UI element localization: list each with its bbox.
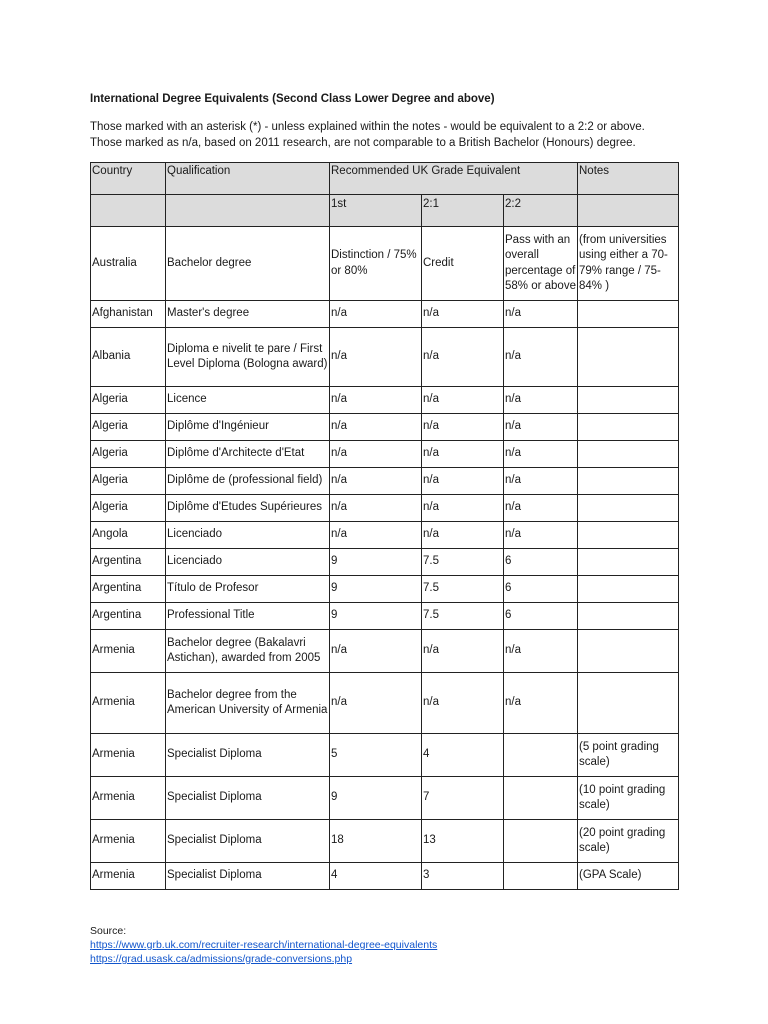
- cell-notes: [578, 673, 679, 734]
- cell-lower: n/a: [504, 495, 578, 522]
- cell-qualification: Bachelor degree (Bakalavri Astichan), awarded from 2005: [166, 630, 330, 673]
- cell-lower: 6: [504, 549, 578, 576]
- cell-qualification: Diplôme d'Etudes Supérieures: [166, 495, 330, 522]
- cell-upper: n/a: [422, 522, 504, 549]
- cell-country: Algeria: [91, 387, 166, 414]
- subheader-lower-second: 2:2: [504, 195, 578, 227]
- document-title: International Degree Equivalents (Second Class Lower Degree and above): [90, 93, 495, 105]
- table-row: [91, 820, 679, 863]
- cell-lower: n/a: [504, 441, 578, 468]
- cell-lower: n/a: [504, 630, 578, 673]
- cell-first: n/a: [330, 301, 422, 328]
- cell-upper: 13: [422, 820, 504, 863]
- cell-country: Algeria: [91, 468, 166, 495]
- cell-country: Armenia: [91, 863, 166, 890]
- cell-lower: Pass with an overall percentage of 58% or above: [504, 227, 578, 301]
- cell-country: Algeria: [91, 414, 166, 441]
- cell-qualification: Specialist Diploma: [166, 734, 330, 777]
- cell-notes: [578, 387, 679, 414]
- table-row: [91, 522, 679, 549]
- table-row: [91, 301, 679, 328]
- cell-qualification: Bachelor degree from the American University of Armenia: [166, 673, 330, 734]
- table-row: [91, 603, 679, 630]
- intro-line-na: Those marked as n/a, based on 2011 research, are not comparable to a British Bachelor (Honours) degree.: [90, 137, 636, 149]
- cell-country: Algeria: [91, 441, 166, 468]
- table-row: [91, 328, 679, 387]
- cell-notes: [578, 468, 679, 495]
- cell-country: Armenia: [91, 820, 166, 863]
- cell-qualification: Título de Profesor: [166, 576, 330, 603]
- table-row: [91, 468, 679, 495]
- cell-qualification: Specialist Diploma: [166, 863, 330, 890]
- table-row: [91, 777, 679, 820]
- cell-notes: [578, 301, 679, 328]
- cell-country: Albania: [91, 328, 166, 387]
- cell-qualification: Diplôme d'Architecte d'Etat: [166, 441, 330, 468]
- cell-notes: (from universities using either a 70-79% range / 75-84% ): [578, 227, 679, 301]
- subheader-upper-second: 2:1: [422, 195, 504, 227]
- cell-upper: n/a: [422, 630, 504, 673]
- cell-first: 4: [330, 863, 422, 890]
- cell-country: Algeria: [91, 495, 166, 522]
- degree-equivalents-table: [90, 162, 679, 890]
- cell-country: Argentina: [91, 549, 166, 576]
- cell-qualification: Bachelor degree: [166, 227, 330, 301]
- cell-upper: 4: [422, 734, 504, 777]
- cell-lower: n/a: [504, 328, 578, 387]
- cell-first: 9: [330, 576, 422, 603]
- cell-first: 9: [330, 603, 422, 630]
- cell-country: Argentina: [91, 576, 166, 603]
- cell-upper: 7: [422, 777, 504, 820]
- cell-first: n/a: [330, 441, 422, 468]
- cell-lower: [504, 820, 578, 863]
- cell-upper: Credit: [422, 227, 504, 301]
- header-notes: Notes: [578, 163, 679, 195]
- cell-country: Afghanistan: [91, 301, 166, 328]
- table-row: [91, 863, 679, 890]
- cell-upper: n/a: [422, 387, 504, 414]
- table-row: [91, 414, 679, 441]
- cell-country: Angola: [91, 522, 166, 549]
- table-row: [91, 630, 679, 673]
- cell-qualification: Diplôme d'Ingénieur: [166, 414, 330, 441]
- cell-notes: [578, 495, 679, 522]
- cell-notes: (5 point grading scale): [578, 734, 679, 777]
- subheader-blank-qualification: [166, 195, 330, 227]
- cell-notes: (GPA Scale): [578, 863, 679, 890]
- cell-lower: 6: [504, 576, 578, 603]
- subheader-first: 1st: [330, 195, 422, 227]
- cell-country: Armenia: [91, 630, 166, 673]
- table-row: [91, 673, 679, 734]
- cell-lower: [504, 863, 578, 890]
- cell-upper: n/a: [422, 441, 504, 468]
- cell-upper: 3: [422, 863, 504, 890]
- source-link-grb[interactable]: https://www.grb.uk.com/recruiter-research/international-degree-equivalents: [90, 939, 438, 951]
- cell-upper: n/a: [422, 414, 504, 441]
- cell-upper: n/a: [422, 301, 504, 328]
- cell-lower: n/a: [504, 414, 578, 441]
- source-section: [90, 924, 437, 966]
- cell-lower: n/a: [504, 301, 578, 328]
- cell-notes: [578, 441, 679, 468]
- subheader-blank-notes: [578, 195, 679, 227]
- cell-qualification: Licence: [166, 387, 330, 414]
- cell-first: n/a: [330, 522, 422, 549]
- cell-notes: [578, 522, 679, 549]
- cell-lower: n/a: [504, 673, 578, 734]
- cell-first: 18: [330, 820, 422, 863]
- intro-line-asterisk: Those marked with an asterisk (*) - unless explained within the notes - would be equivalent to a 2:2 or above.: [90, 121, 645, 133]
- table-header-row: [91, 163, 679, 195]
- cell-upper: n/a: [422, 495, 504, 522]
- cell-first: n/a: [330, 387, 422, 414]
- cell-country: Armenia: [91, 777, 166, 820]
- cell-notes: [578, 549, 679, 576]
- cell-first: 9: [330, 777, 422, 820]
- cell-lower: n/a: [504, 522, 578, 549]
- cell-upper: 7.5: [422, 576, 504, 603]
- cell-first: n/a: [330, 673, 422, 734]
- cell-upper: 7.5: [422, 603, 504, 630]
- cell-country: Armenia: [91, 673, 166, 734]
- cell-notes: (20 point grading scale): [578, 820, 679, 863]
- cell-first: 5: [330, 734, 422, 777]
- cell-upper: n/a: [422, 468, 504, 495]
- header-country: Country: [91, 163, 166, 195]
- cell-qualification: Specialist Diploma: [166, 777, 330, 820]
- cell-upper: 7.5: [422, 549, 504, 576]
- cell-first: Distinction / 75% or 80%: [330, 227, 422, 301]
- cell-lower: [504, 734, 578, 777]
- table-body: [91, 227, 679, 890]
- cell-first: n/a: [330, 630, 422, 673]
- cell-qualification: Diplôme de (professional field): [166, 468, 330, 495]
- table-row: [91, 227, 679, 301]
- cell-qualification: Professional Title: [166, 603, 330, 630]
- cell-qualification: Specialist Diploma: [166, 820, 330, 863]
- source-link-usask[interactable]: https://grad.usask.ca/admissions/grade-conversions.php: [90, 953, 353, 965]
- cell-country: Armenia: [91, 734, 166, 777]
- cell-notes: [578, 414, 679, 441]
- cell-qualification: Master's degree: [166, 301, 330, 328]
- intro-text: [90, 119, 690, 151]
- cell-country: Australia: [91, 227, 166, 301]
- cell-qualification: Licenciado: [166, 549, 330, 576]
- header-qualification: Qualification: [166, 163, 330, 195]
- source-label: Source:: [90, 925, 127, 937]
- table-row: [91, 549, 679, 576]
- table-row: [91, 441, 679, 468]
- cell-notes: (10 point grading scale): [578, 777, 679, 820]
- cell-first: n/a: [330, 468, 422, 495]
- cell-notes: [578, 630, 679, 673]
- cell-notes: [578, 603, 679, 630]
- cell-lower: n/a: [504, 468, 578, 495]
- cell-first: n/a: [330, 495, 422, 522]
- cell-upper: n/a: [422, 673, 504, 734]
- cell-lower: n/a: [504, 387, 578, 414]
- cell-first: 9: [330, 549, 422, 576]
- header-grade-equivalent: Recommended UK Grade Equivalent: [330, 163, 578, 195]
- table-row: [91, 576, 679, 603]
- cell-notes: [578, 328, 679, 387]
- cell-first: n/a: [330, 328, 422, 387]
- cell-qualification: Licenciado: [166, 522, 330, 549]
- subheader-blank-country: [91, 195, 166, 227]
- table-row: [91, 495, 679, 522]
- table-row: [91, 734, 679, 777]
- cell-notes: [578, 576, 679, 603]
- cell-upper: n/a: [422, 328, 504, 387]
- cell-first: n/a: [330, 414, 422, 441]
- table-row: [91, 387, 679, 414]
- table-subheader-row: [91, 195, 679, 227]
- cell-lower: 6: [504, 603, 578, 630]
- cell-country: Argentina: [91, 603, 166, 630]
- cell-lower: [504, 777, 578, 820]
- cell-qualification: Diploma e nivelit te pare / First Level Diploma (Bologna award): [166, 328, 330, 387]
